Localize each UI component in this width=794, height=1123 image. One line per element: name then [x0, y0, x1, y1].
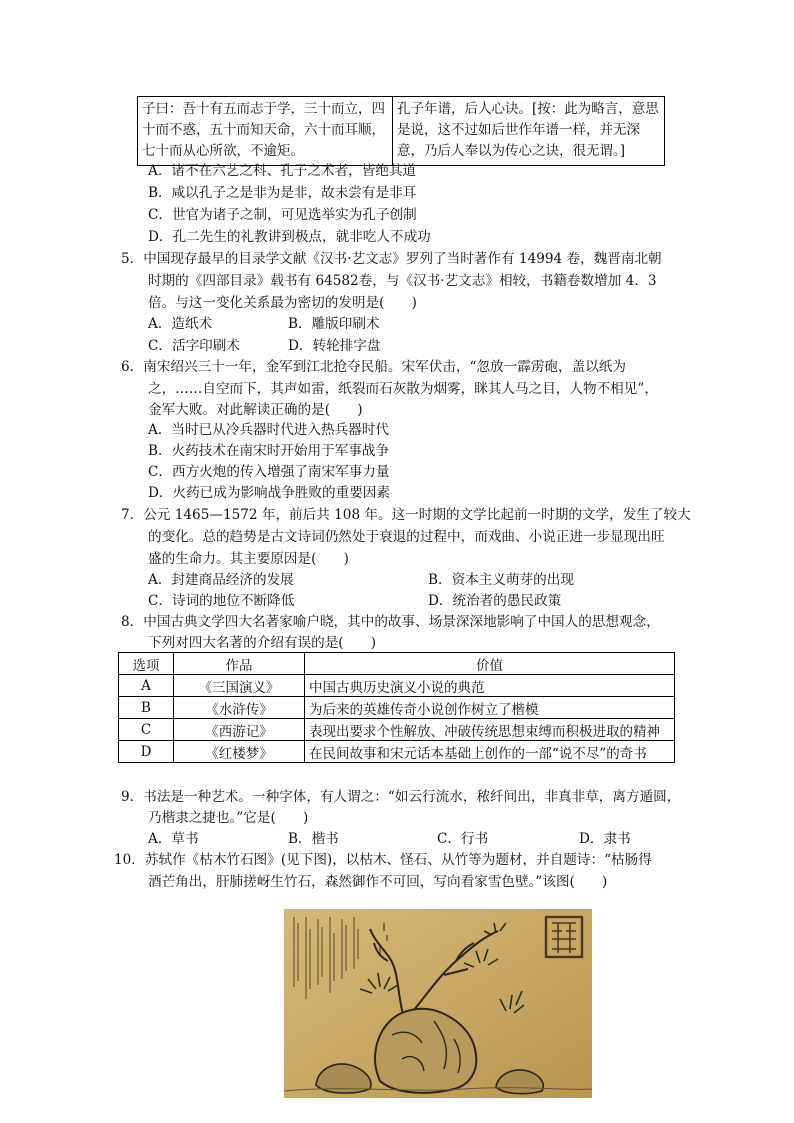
row-option: C	[119, 719, 174, 741]
q7-option-c[interactable]: C．诗词的地位不断降低	[148, 593, 295, 609]
header-option: 选项	[119, 653, 174, 675]
q5-option-c[interactable]: C．活字印刷术	[148, 338, 240, 354]
q5-stem-line1: 5．中国现存最早的目录学文献《汉书·艺文志》罗列了当时著作有 14994 卷，魏晋南北朝	[121, 251, 662, 267]
painting-image	[284, 909, 592, 1098]
header-value: 价值	[305, 653, 675, 675]
q7-stem-line2: 的变化。总的趋势是古文诗词仍然处于衰退的过程中，而戏曲、小说正进一步显现出旺	[148, 529, 665, 545]
q9-option-c[interactable]: C．行书	[437, 831, 489, 847]
row-work: 《水浒传》	[174, 697, 305, 719]
q6-option-c[interactable]: C．西方火炮的传入增强了南宋军事力量	[148, 464, 390, 480]
q8-stem-line2: 下列对四大名著的介绍有误的是( )	[148, 635, 377, 651]
q8-stem-line1: 8．中国古典文学四大名著家喻户晓，其中的故事、场景深深地影响了中国人的思想观念，	[121, 614, 660, 630]
q7-option-d[interactable]: D．统治者的愚民政策	[428, 593, 562, 609]
row-work: 《三国演义》	[174, 675, 305, 697]
q4-option-c[interactable]: C．世官为诸子之制，可见选举实为孔子创制	[148, 207, 417, 223]
q7-option-a[interactable]: A．封建商品经济的发展	[148, 572, 294, 588]
q4-option-a[interactable]: A．诸不在六艺之科、孔子之术者，皆绝其道	[148, 163, 417, 179]
table-row[interactable]	[119, 697, 675, 719]
q9-option-d[interactable]: D．隶书	[579, 831, 631, 847]
header-work: 作品	[174, 653, 305, 675]
table-row[interactable]	[119, 719, 675, 741]
q9-option-a[interactable]: A．草书	[148, 831, 199, 847]
q4-option-b[interactable]: B．咸以孔子之是非为是非，故未尝有是非耳	[148, 185, 417, 201]
q7-stem-line1: 7．公元 1465—1572 年，前后共 108 年。这一时期的文学比起前一时期的文学，发生了较大	[121, 507, 691, 523]
q6-stem-line3: 金军大败。对此解读正确的是( )	[148, 402, 363, 418]
row-work: 《西游记》	[174, 719, 305, 741]
row-work: 《红楼梦》	[174, 741, 305, 763]
row-option: D	[119, 741, 174, 763]
q5-option-a[interactable]: A．造纸术	[148, 316, 213, 332]
quote-left-cell: 子曰：吾十有五而志于学，三十而立，四十而不惑，五十而知天命，六十而耳顺，七十而从心所欲，不逾矩。	[138, 97, 393, 166]
q6-option-b[interactable]: B．火药技术在南宋时开始用于军事战争	[148, 443, 390, 459]
q9-stem-line1: 9．书法是一种艺术。一种字体，有人谓之：“如云行流水，秾纤间出，非真非草，离方遁圆，	[121, 789, 681, 805]
q4-option-d[interactable]: D．孔二先生的礼教讲到极点，就非吃人不成功	[148, 229, 431, 245]
q6-stem-line1: 6．南宋绍兴三十一年，金军到江北抢夺民船。宋军伏击，“忽放一霹雳砲，盖以纸为	[121, 359, 626, 375]
novels-table-header	[119, 653, 675, 675]
q6-option-a[interactable]: A．当时已从冷兵器时代进入热兵器时代	[148, 422, 389, 438]
novels-table	[118, 652, 675, 763]
q5-stem-line3: 倍。与这一变化关系最为密切的发明是( )	[148, 295, 417, 311]
q7-option-b[interactable]: B．资本主义萌芽的出现	[428, 572, 574, 588]
quote-table	[137, 96, 665, 166]
quote-right-cell: 孔子年谱，后人心诀。[按：此为略言，意思是说，这不过如后世作年谱一样，并无深意，乃后人奉以为传心之诀，很无谓。]	[393, 97, 665, 166]
q7-stem-line3: 盛的生命力。其主要原因是( )	[148, 551, 349, 567]
q5-option-b[interactable]: B．雕版印刷术	[288, 316, 380, 332]
row-option: A	[119, 675, 174, 697]
row-value: 为后来的英雄传奇小说创作树立了楷模	[305, 697, 675, 719]
table-row[interactable]	[119, 741, 675, 763]
table-row[interactable]	[119, 675, 675, 697]
q5-stem-line2: 时期的《四部目录》载书有 64582卷，与《汉书·艺文志》相较，书籍卷数增加 4．3	[148, 273, 657, 289]
q10-stem-line2: 酒芒角出，肝肺搓岈生竹石，森然御作不可回，写向看家雪色壁。”该图( )	[148, 874, 608, 890]
q10-stem-line1: 10．苏轼作《枯木竹石图》(见下图)，以枯木、怪石、从竹等为题材，并自题诗：“枯肠得	[114, 852, 652, 868]
row-option: B	[119, 697, 174, 719]
q5-option-d[interactable]: D．转轮排字盘	[288, 338, 381, 354]
q6-option-d[interactable]: D．火药已成为影响战争胜败的重要因素	[148, 485, 390, 501]
q9-option-b[interactable]: B．楷书	[288, 831, 339, 847]
row-value: 在民间故事和宋元话本基础上创作的一部“说不尽”的奇书	[305, 741, 675, 763]
q9-stem-line2: 乃楷隶之捷也。”它是( )	[148, 810, 309, 826]
row-value: 中国古典历史演义小说的典范	[305, 675, 675, 697]
row-value: 表现出要求个性解放、冲破传统思想束缚而积极进取的精神	[305, 719, 675, 741]
q6-stem-line2: 之，……自空而下，其声如雷，纸裂而石灰散为烟雾，眯其人马之目，人物不相见”，	[148, 381, 658, 397]
